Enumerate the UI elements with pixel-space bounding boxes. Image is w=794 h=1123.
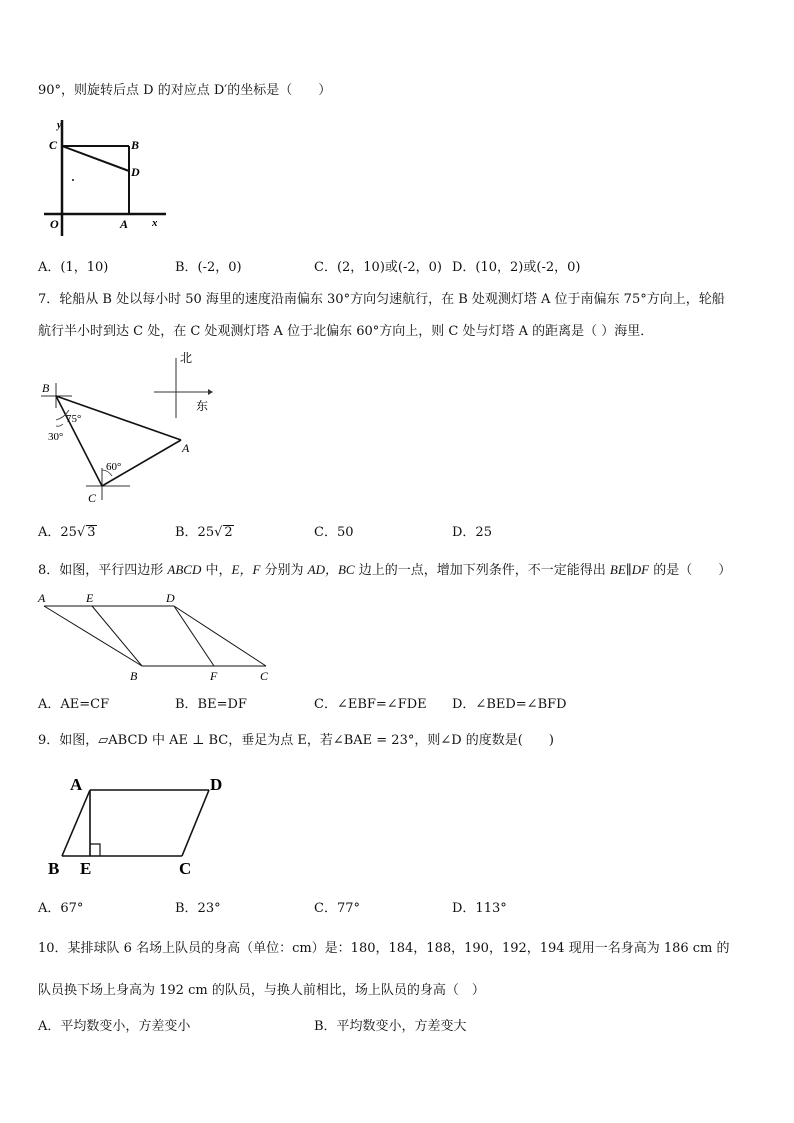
fig9-label-A: A	[70, 775, 83, 794]
q7-option-b[interactable]: B．25√ 2	[175, 525, 233, 540]
q7-option-a[interactable]: A．25√ 3	[38, 525, 96, 540]
fig6-label-C: C	[49, 138, 58, 152]
q8-option-d[interactable]: D．∠BED=∠BFD	[452, 697, 567, 712]
fig7-label-30: 30°	[48, 431, 64, 443]
q8-option-c[interactable]: C．∠EBF=∠FDE	[314, 697, 427, 712]
fig8-label-C: C	[260, 669, 269, 683]
fig8-label-B: B	[130, 669, 138, 683]
fig7-label-A: A	[182, 441, 190, 455]
q7-stem-line1: 7．轮船从 B 处以每小时 50 海里的速度沿南偏东 30°方向匀速航行，在 B 处观测灯塔 A 位于南偏东 75°方向上，轮船	[38, 292, 725, 307]
fig9-label-B: B	[48, 859, 60, 878]
q8-stem: 8．如图，平行四边形 ABCD 中，E，F 分别为 AD，BC 边上的一点，增加下列条件，不一定能得出 BE∥DF 的是（ ）	[38, 562, 732, 578]
q7-navigation-figure	[36, 348, 226, 508]
fig6-label-O: O	[50, 217, 59, 231]
q6-option-b[interactable]: B．(-2，0)	[175, 260, 242, 275]
fig7-label-east: 东	[196, 399, 209, 413]
q10-option-a[interactable]: A．平均数变小，方差变小	[38, 1019, 191, 1034]
q8-parallelogram-figure	[34, 588, 284, 688]
fig6-label-B: B	[131, 138, 140, 152]
q9-parallelogram-figure	[44, 770, 244, 880]
q9-stem: 9．如图，▱ABCD 中 AE ⊥ BC，垂足为点 E，若∠BAE = 23°，则∠D 的度数是( )	[38, 733, 554, 748]
q6-option-d[interactable]: D．(10，2)或(-2，0)	[452, 260, 581, 275]
fig7-label-C: C	[88, 491, 97, 505]
fig6-label-A: A	[120, 217, 129, 231]
q7-stem-line2: 航行半小时到达 C 处，在 C 处观测灯塔 A 位于北偏东 60°方向上，则 C 处与灯塔 A 的距离是（ ）海里．	[38, 324, 654, 339]
q9-option-a[interactable]: A．67°	[38, 901, 84, 916]
fig9-label-E: E	[80, 859, 92, 878]
q7-option-a-coef: A．25	[38, 525, 77, 540]
q9-option-d[interactable]: D．113°	[452, 901, 507, 916]
q10-stem-line2: 队员换下场上身高为 192 cm 的队员，与换人前相比，场上队员的身高（ ）	[38, 983, 485, 998]
q7-option-a-radicand: 3	[87, 525, 96, 540]
q8-option-b[interactable]: B．BE=DF	[175, 697, 247, 712]
fig6-label-x: x	[152, 217, 158, 229]
fig9-label-C: C	[179, 859, 192, 878]
q6-stem-tail: 90°，则旋转后点 D 的对应点 D′的坐标是（ ）	[38, 83, 332, 98]
fig9-label-D: D	[210, 775, 223, 794]
fig8-label-F: F	[210, 669, 218, 683]
q9-option-c[interactable]: C．77°	[314, 901, 360, 916]
q6-coordinate-figure	[40, 118, 170, 238]
fig6-label-y: y	[57, 120, 62, 131]
q6-option-c[interactable]: C．(2，10)或(-2，0)	[314, 260, 442, 275]
q6-option-a[interactable]: A．(1，10)	[38, 260, 109, 275]
fig7-label-B: B	[42, 381, 50, 395]
fig6-label-D: D	[131, 165, 140, 179]
fig7-label-north: 北	[180, 351, 193, 365]
q10-stem-line1: 10．某排球队 6 名场上队员的身高（单位：cm）是：180，184，188，190，192，194 现用一名身高为 186 cm 的	[38, 941, 730, 956]
fig8-label-A: A	[38, 591, 46, 605]
q7-option-b-radicand: 2	[224, 525, 233, 540]
q10-option-b[interactable]: B．平均数变小，方差变大	[314, 1019, 467, 1034]
q9-option-b[interactable]: B．23°	[175, 901, 221, 916]
fig7-label-75: 75°	[66, 413, 82, 425]
fig8-label-E: E	[86, 591, 94, 605]
fig7-label-60: 60°	[106, 461, 122, 473]
q8-option-a[interactable]: A．AE=CF	[38, 697, 110, 712]
q7-option-c[interactable]: C．50	[314, 525, 354, 540]
q7-option-d[interactable]: D．25	[452, 525, 492, 540]
q7-option-b-coef: B．25	[175, 525, 215, 540]
fig8-label-D: D	[166, 591, 175, 605]
